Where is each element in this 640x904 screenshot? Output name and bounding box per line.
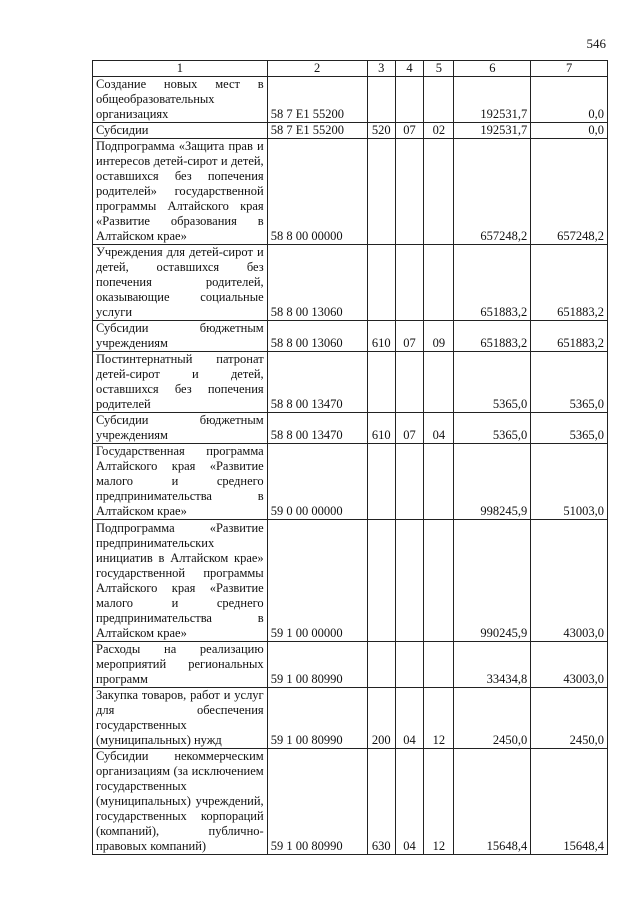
item-value-7: 651883,2: [531, 321, 608, 352]
table-row: [93, 139, 608, 245]
column-header-4: 4: [395, 61, 423, 77]
item-value-6: 15648,4: [454, 749, 531, 855]
table-row: [93, 245, 608, 321]
table-row: [93, 444, 608, 520]
item-name: Создание новых мест в общеобразовательных организациях: [93, 77, 268, 123]
item-value-6: 192531,7: [454, 77, 531, 123]
item-col3: [367, 77, 395, 123]
table-row: [93, 123, 608, 139]
item-code: 59 1 00 80990: [267, 688, 367, 749]
item-col4: [395, 139, 423, 245]
item-value-6: 2450,0: [454, 688, 531, 749]
item-col5: 12: [424, 688, 454, 749]
item-value-7: 657248,2: [531, 139, 608, 245]
item-name: Подпрограмма «Развитие предпринимательских инициатив в Алтайском крае» государственной программы Алтайского края «Развитие малого и среднего предпринимательства в Алтайском крае»: [93, 520, 268, 642]
item-col3: [367, 642, 395, 688]
item-value-6: 192531,7: [454, 123, 531, 139]
item-col5: [424, 245, 454, 321]
item-value-7: 2450,0: [531, 688, 608, 749]
item-col5: [424, 352, 454, 413]
item-name: Субсидии некоммерческим организациям (за исключением государственных (муниципальных) учреждений, государственных корпораций (компаний), публично-правовых компаний): [93, 749, 268, 855]
item-code: 58 8 00 13470: [267, 352, 367, 413]
item-name: Субсидии: [93, 123, 268, 139]
item-col5: [424, 77, 454, 123]
item-col4: [395, 352, 423, 413]
header-row: [93, 61, 608, 77]
table-row: [93, 688, 608, 749]
table-row: [93, 352, 608, 413]
item-col3: [367, 444, 395, 520]
item-col3: [367, 352, 395, 413]
item-value-6: 5365,0: [454, 352, 531, 413]
item-value-6: 5365,0: [454, 413, 531, 444]
table-row: [93, 321, 608, 352]
item-code: 58 7 E1 55200: [267, 77, 367, 123]
item-code: 59 1 00 00000: [267, 520, 367, 642]
item-value-7: 43003,0: [531, 520, 608, 642]
item-value-7: 0,0: [531, 77, 608, 123]
item-code: 58 8 00 13470: [267, 413, 367, 444]
item-col4: 07: [395, 123, 423, 139]
item-value-7: 51003,0: [531, 444, 608, 520]
item-name: Подпрограмма «Защита прав и интересов детей-сирот и детей, оставшихся без попечения родителей» государственной программы Алтайского края «Развитие образования в Алтайском крае»: [93, 139, 268, 245]
item-col4: 04: [395, 749, 423, 855]
table-row: [93, 642, 608, 688]
item-value-6: 651883,2: [454, 321, 531, 352]
column-header-2: 2: [267, 61, 367, 77]
item-col3: 610: [367, 321, 395, 352]
item-col4: 04: [395, 688, 423, 749]
column-header-6: 6: [454, 61, 531, 77]
item-value-6: 651883,2: [454, 245, 531, 321]
item-col4: [395, 642, 423, 688]
item-value-7: 5365,0: [531, 352, 608, 413]
item-value-6: 657248,2: [454, 139, 531, 245]
item-name: Учреждения для детей-сирот и детей, оставшихся без попечения родителей, оказывающие социальные услуги: [93, 245, 268, 321]
item-col3: 610: [367, 413, 395, 444]
item-col5: 09: [424, 321, 454, 352]
item-col4: [395, 444, 423, 520]
item-name: Субсидии бюджетным учреждениям: [93, 413, 268, 444]
column-header-3: 3: [367, 61, 395, 77]
item-code: 58 8 00 13060: [267, 321, 367, 352]
item-col3: [367, 245, 395, 321]
column-header-1: 1: [93, 61, 268, 77]
item-col3: 630: [367, 749, 395, 855]
item-value-7: 0,0: [531, 123, 608, 139]
item-col5: [424, 520, 454, 642]
item-name: Расходы на реализацию мероприятий региональных программ: [93, 642, 268, 688]
item-col4: 07: [395, 413, 423, 444]
item-code: 58 7 E1 55200: [267, 123, 367, 139]
item-col3: [367, 139, 395, 245]
item-code: 58 8 00 00000: [267, 139, 367, 245]
item-col3: 200: [367, 688, 395, 749]
item-value-7: 5365,0: [531, 413, 608, 444]
item-col5: 04: [424, 413, 454, 444]
item-code: 59 0 00 00000: [267, 444, 367, 520]
table-row: [93, 520, 608, 642]
item-col5: 02: [424, 123, 454, 139]
item-col5: [424, 444, 454, 520]
budget-table: [92, 60, 608, 855]
item-value-7: 651883,2: [531, 245, 608, 321]
table-body: [93, 77, 608, 855]
item-name: Государственная программа Алтайского края «Развитие малого и среднего предпринимательства в Алтайском крае»: [93, 444, 268, 520]
item-col4: [395, 245, 423, 321]
table-row: [93, 77, 608, 123]
item-name: Постинтернатный патронат детей-сирот и детей, оставшихся без попечения родителей: [93, 352, 268, 413]
item-col3: 520: [367, 123, 395, 139]
item-col5: [424, 139, 454, 245]
item-name: Субсидии бюджетным учреждениям: [93, 321, 268, 352]
item-col4: [395, 520, 423, 642]
item-value-7: 15648,4: [531, 749, 608, 855]
item-name: Закупка товаров, работ и услуг для обеспечения государственных (муниципальных) нужд: [93, 688, 268, 749]
item-value-6: 990245,9: [454, 520, 531, 642]
item-value-7: 43003,0: [531, 642, 608, 688]
item-code: 59 1 00 80990: [267, 749, 367, 855]
column-header-5: 5: [424, 61, 454, 77]
table-row: [93, 413, 608, 444]
item-code: 58 8 00 13060: [267, 245, 367, 321]
item-col3: [367, 520, 395, 642]
item-value-6: 33434,8: [454, 642, 531, 688]
page-number: 546: [586, 36, 606, 51]
item-value-6: 998245,9: [454, 444, 531, 520]
item-col5: [424, 642, 454, 688]
item-col4: [395, 77, 423, 123]
item-col4: 07: [395, 321, 423, 352]
item-code: 59 1 00 80990: [267, 642, 367, 688]
table-row: [93, 749, 608, 855]
column-header-7: 7: [531, 61, 608, 77]
item-col5: 12: [424, 749, 454, 855]
